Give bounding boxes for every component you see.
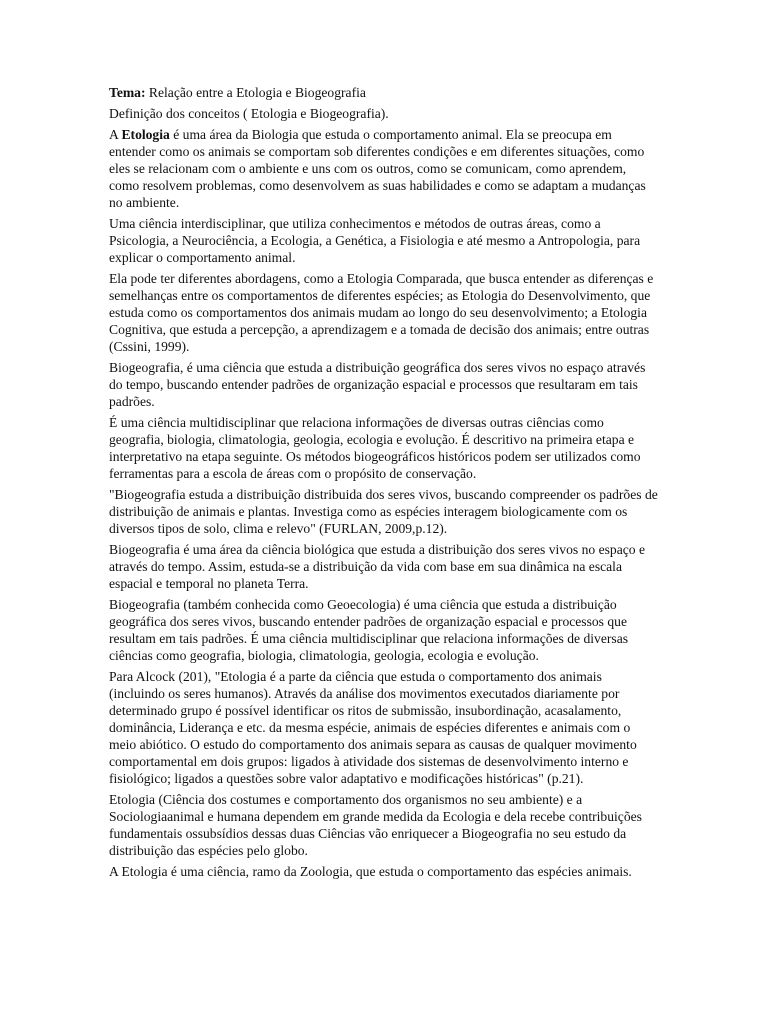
paragraph-biological-area: Biogeografia é uma área da ciência biológica que estuda a distribuição dos seres vivos no espaço e através do tempo. Assim, estuda-se a distribuição da vida com base em sua dinâmica na escala espacial e temporal no planeta Terra. (109, 542, 645, 591)
paragraph-prefix: A (109, 127, 122, 142)
paragraph-etologia-definition (109, 126, 659, 211)
paragraph-approaches: Ela pode ter diferentes abordagens, como a Etologia Comparada, que busca entender as diferenças e semelhanças entre os comportamentos de diferentes espécies; as Etologia do Desenvolvimento, que estuda como os comportamentos dos animais mudam ao longo do seu desenvolvimento; a Etologia Cognitiva, que estuda a percepção, a aprendizagem e a tomada de decisão dos animais; entre outras (Cssini, 1999). (109, 271, 654, 354)
paragraph-multidisciplinary: É uma ciência multidisciplinar que relaciona informações de diversas outras ciências como geografia, biologia, climatologia, geologia, ecologia e evolução. É descritivo na primeira etapa e interpretativo na etapa seguinte. Os métodos biogeográficos históricos podem ser utilizados como ferramentas para a escola de áreas com o propósito de conservação. (109, 415, 641, 481)
paragraph-geoecologia: Biogeografia (também conhecida como Geoecologia) é uma ciência que estuda a distribuição geográfica dos seres vivos, buscando entender padrões de organização espacial e processos que resultam em tais padrões. É uma ciência multidisciplinar que relaciona informações de diversas ciências como geografia, biologia, climatologia, geologia, ecologia e evolução. (109, 597, 629, 663)
subtitle: Definição dos conceitos ( Etologia e Biogeografia). (109, 106, 389, 121)
paragraph-zoologia: A Etologia é uma ciência, ramo da Zoologia, que estuda o comportamento das espécies animais. (109, 864, 632, 879)
paragraph-furlan-quote: "Biogeografia estuda a distribuição distribuida dos seres vivos, buscando compreender os padrões de distribuição de animais e plantas. Investiga como as espécies interagem biologicamente com os diversos tipos de solo, clima e relevo" (FURLAN, 2009,p.12). (109, 487, 658, 536)
paragraph-text: é uma área da Biologia que estuda o comportamento animal. Ela se preocupa em entender como os animais se comportam sob diferentes condições e em diferentes situações, como eles se relacionam com o ambiente e uns com os outros, como se comunicam, como aprendem, como resolvem problemas, como desenvolvem as suas habilidades e como se adaptam a mudanças no ambiente. (109, 127, 646, 210)
paragraph-interdisciplinary: Uma ciência interdisciplinar, que utiliza conhecimentos e métodos de outras áreas, como a Psicologia, a Neurociência, a Ecologia, a Genética, a Fisiologia e até mesmo a Antropologia, para explicar o comportamento animal. (109, 216, 641, 265)
etologia-bold-term: Etologia (121, 127, 170, 142)
topic-label: Tema: (109, 85, 146, 100)
paragraph-alcock-quote: Para Alcock (201), "Etologia é a parte da ciência que estuda o comportamento dos animais (incluindo os seres humanos). Através da análise dos movimentos executados diariamente por determinado grupo é possível identificar os ritos de submissão, insubordinação, acasalamento, dominância, Liderança e etc. da mesma espécie, animais de espécies diferentes e animais com o meio abiótico. O estudo do comportamento dos animais separa as causas de qualquer movimento comportamental em dois grupos: ligados à atividade dos sistemas de desenvolvimento interno e fisiológico; ligados a questões sobre valor adaptativo e modificações históricas" (p.21). (109, 669, 637, 786)
document-page (109, 84, 659, 884)
paragraph-biogeografia-definition: Biogeografia, é uma ciência que estuda a distribuição geográfica dos seres vivos no espaço através do tempo, buscando entender padrões de organização espacial e processos que resultaram em tais padrões. (109, 360, 646, 409)
topic-line (109, 84, 659, 101)
topic-text: Relação entre a Etologia e Biogeografia (148, 85, 366, 100)
paragraph-sociologia: Etologia (Ciência dos costumes e comportamento dos organismos no seu ambiente) e a Sociologiaanimal e humana dependem em grande medida da Ecologia e dela recebe contribuições fundamentais ossubsídios dessas duas Ciências vão enriquecer a Biogeografia no seu estudo da distribuição das espécies pelo globo. (109, 792, 642, 858)
